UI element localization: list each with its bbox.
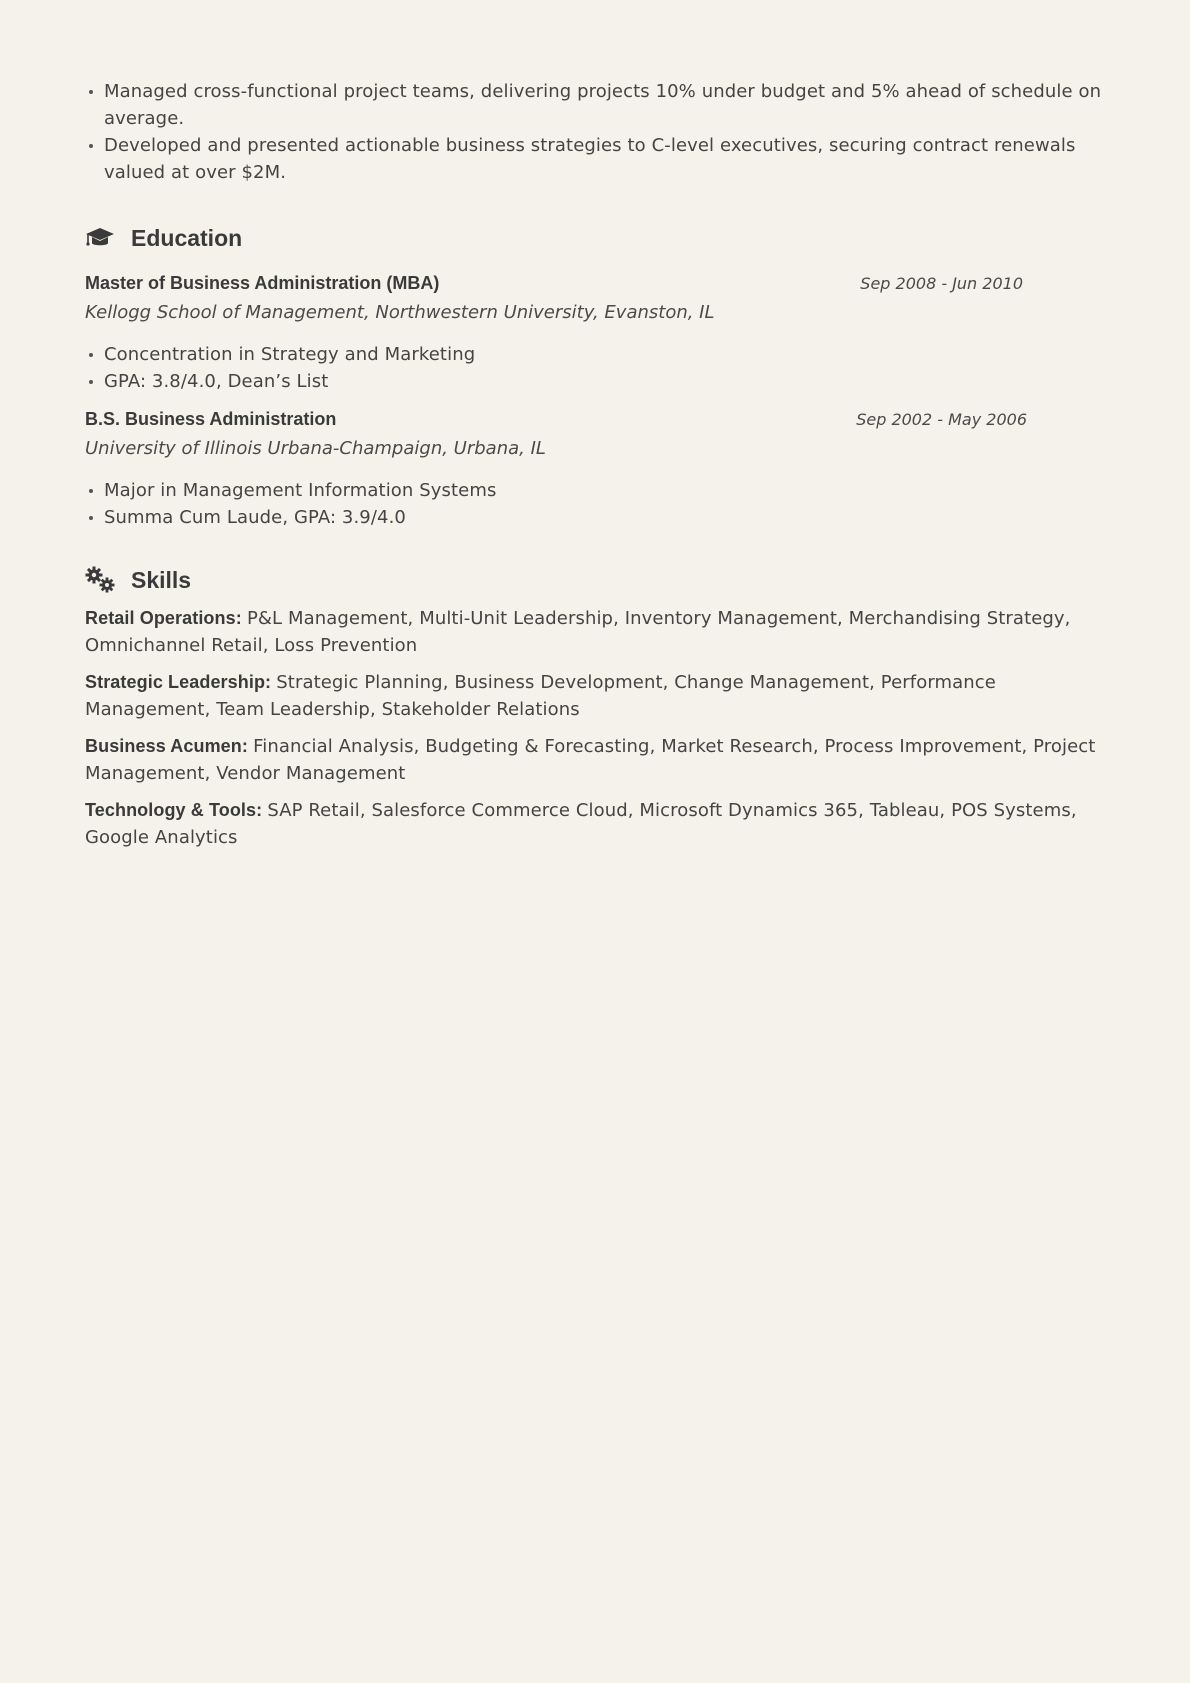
skill-items: SAP Retail, Salesforce Commerce Cloud, Microsoft Dynamics 365, Tableau, POS Systems, Google Analytics — [85, 800, 1077, 848]
education-bullet-list — [85, 341, 1105, 395]
school-name: University of Illinois Urbana-Champaign, Urbana, IL — [85, 438, 546, 459]
skill-items: Financial Analysis, Budgeting & Forecasting, Market Research, Process Improvement, Project Management, Vendor Management — [85, 736, 1096, 784]
education-section-header — [85, 223, 1105, 253]
graduation-cap-icon — [85, 224, 117, 252]
degree-title: Master of Business Administration (MBA) — [85, 273, 440, 293]
list-item: Developed and presented actionable business strategies to C-level executives, securing contract renewals valued at over $2M. — [104, 132, 1105, 186]
skills-list — [85, 605, 1105, 851]
skills-section-header — [85, 565, 1105, 595]
list-item: Concentration in Strategy and Marketing — [104, 341, 1105, 368]
resume-page — [85, 78, 1105, 851]
list-item: GPA: 3.8/4.0, Dean’s List — [104, 368, 1105, 395]
section-title: Skills — [131, 566, 192, 593]
skill-category: Strategic Leadership: — [85, 672, 277, 692]
skill-row — [85, 605, 1105, 659]
list-item: Summa Cum Laude, GPA: 3.9/4.0 — [104, 504, 1105, 531]
skill-row — [85, 733, 1105, 787]
degree-title: B.S. Business Administration — [85, 409, 337, 429]
section-title: Education — [131, 224, 243, 251]
skill-category: Retail Operations: — [85, 608, 247, 628]
skill-category: Technology & Tools: — [85, 800, 268, 820]
gears-icon — [85, 566, 117, 594]
education-entry — [85, 409, 1105, 531]
list-item: Managed cross-functional project teams, delivering projects 10% under budget and 5% ahead of schedule on average. — [104, 78, 1105, 132]
skill-row — [85, 797, 1105, 851]
skill-items: P&L Management, Multi-Unit Leadership, Inventory Management, Merchandising Strategy, Omnichannel Retail, Loss Prevention — [85, 608, 1071, 656]
experience-bullet-list — [85, 78, 1105, 186]
school-name: Kellogg School of Management, Northwestern University, Evanston, IL — [85, 302, 715, 323]
skill-items: Strategic Planning, Business Development, Change Management, Performance Management, Team Leadership, Stakeholder Relations — [85, 672, 996, 720]
skill-row — [85, 669, 1105, 723]
date-range: Sep 2002 - May 2006 — [856, 410, 1027, 429]
education-bullet-list — [85, 477, 1105, 531]
date-range: Sep 2008 - Jun 2010 — [860, 274, 1023, 293]
skill-category: Business Acumen: — [85, 736, 254, 756]
education-entry — [85, 273, 1105, 395]
list-item: Major in Management Information Systems — [104, 477, 1105, 504]
